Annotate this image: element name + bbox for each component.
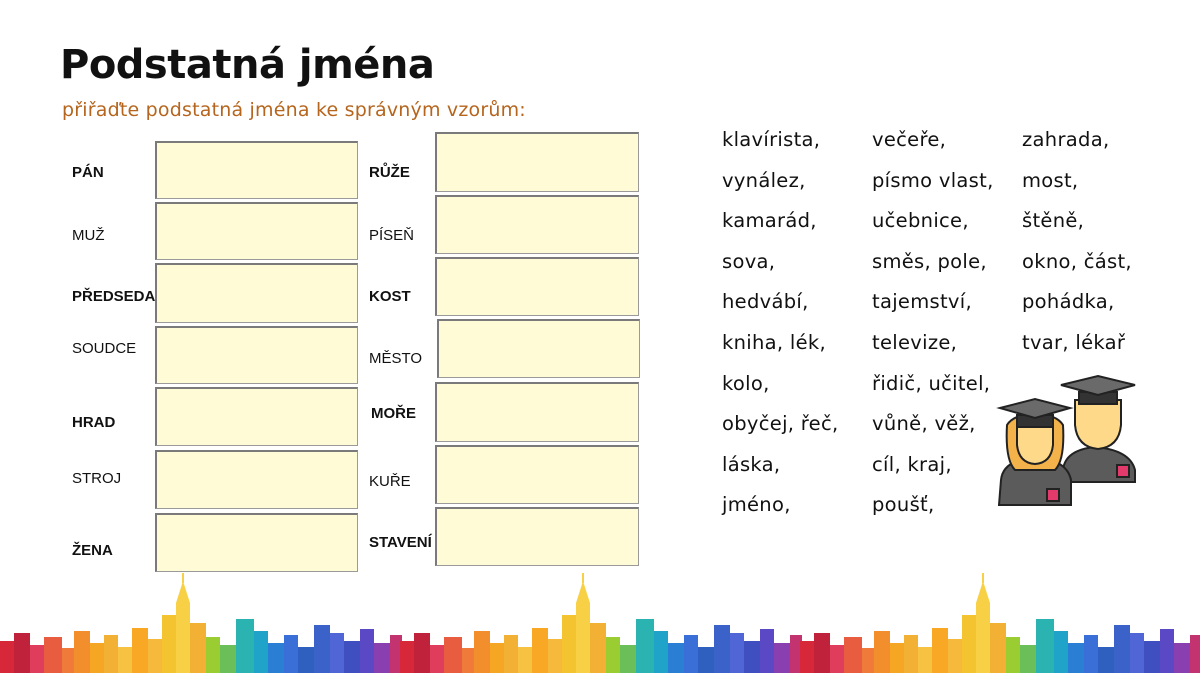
answer-box-kure[interactable] — [435, 445, 639, 504]
pattern-label-more: MOŘE — [371, 405, 416, 422]
page-title: Podstatná jména — [60, 42, 435, 88]
graduate-male-icon — [1061, 376, 1135, 482]
word-column — [1022, 125, 1182, 369]
word-item: jméno, — [722, 493, 791, 517]
word-item: kniha, lék, — [722, 330, 826, 354]
word-item: klavírista, — [722, 128, 821, 151]
word-item: okno, část, — [1022, 249, 1132, 273]
pattern-label-staveni: STAVENÍ — [369, 534, 432, 551]
answer-box-hrad[interactable] — [155, 387, 358, 446]
pattern-label-zena: ŽENA — [72, 542, 113, 559]
answer-box-stroj[interactable] — [155, 450, 358, 509]
word-item: sova, — [722, 249, 776, 273]
graduates-icon — [995, 375, 1145, 510]
word-item: cíl, kraj, — [872, 452, 952, 476]
pattern-label-pan: PÁN — [72, 164, 104, 181]
answer-box-muz[interactable] — [155, 202, 358, 260]
pattern-label-mesto: MĚSTO — [369, 350, 423, 367]
word-item: učebnice, — [872, 209, 969, 233]
pattern-label-ruze: RŮŽE — [369, 164, 410, 181]
word-item: most, — [1022, 168, 1079, 192]
word-item: kamarád, — [722, 209, 817, 233]
skyline-decoration — [0, 573, 1200, 673]
page-subtitle: přiřaďte podstatná jména ke správným vzorům: — [62, 99, 526, 121]
pattern-label-soudce: SOUDCE — [72, 340, 137, 357]
skyline-segment — [0, 573, 402, 673]
word-item: písmo vlast, — [872, 168, 994, 192]
word-item: zahrada, — [1022, 128, 1110, 151]
word-item: láska, — [722, 452, 781, 476]
graduate-female-icon — [999, 399, 1071, 505]
pattern-label-stroj: STROJ — [72, 470, 122, 487]
word-item: štěně, — [1022, 209, 1085, 233]
word-item: poušť, — [872, 493, 935, 517]
pattern-label-predseda: PŘEDSEDA — [72, 288, 156, 305]
word-item: pohádka, — [1022, 290, 1115, 314]
word-item: tvar, lékař — [1022, 330, 1126, 354]
word-item: večeře, — [872, 128, 947, 151]
word-item: vůně, věž, — [872, 412, 976, 436]
answer-box-predseda[interactable] — [155, 263, 358, 323]
answer-box-pisen[interactable] — [435, 195, 639, 254]
answer-box-more[interactable] — [435, 382, 639, 442]
answer-box-soudce[interactable] — [155, 326, 358, 384]
answer-box-ruze[interactable] — [435, 132, 639, 192]
answer-box-kost[interactable] — [435, 257, 639, 316]
answer-box-staveni[interactable] — [435, 507, 639, 566]
pattern-label-kost: KOST — [369, 288, 411, 305]
answer-box-pan[interactable] — [155, 141, 358, 199]
pattern-label-hrad: HRAD — [72, 414, 116, 431]
answer-box-zena[interactable] — [155, 513, 358, 572]
word-item: řidič, učitel, — [872, 371, 991, 395]
word-column — [722, 125, 882, 531]
word-item: vynález, — [722, 168, 806, 192]
answer-box-mesto[interactable] — [437, 319, 640, 378]
pattern-label-pisen: PÍSEŇ — [369, 227, 415, 244]
word-item: tajemství, — [872, 290, 972, 314]
pattern-label-kure: KUŘE — [369, 473, 411, 490]
word-item: hedvábí, — [722, 290, 809, 314]
word-item: televize, — [872, 330, 958, 354]
word-item: směs, pole, — [872, 249, 987, 273]
word-item: kolo, — [722, 371, 770, 395]
pattern-label-muz: MUŽ — [72, 227, 105, 244]
word-item: obyčej, řeč, — [722, 412, 839, 436]
